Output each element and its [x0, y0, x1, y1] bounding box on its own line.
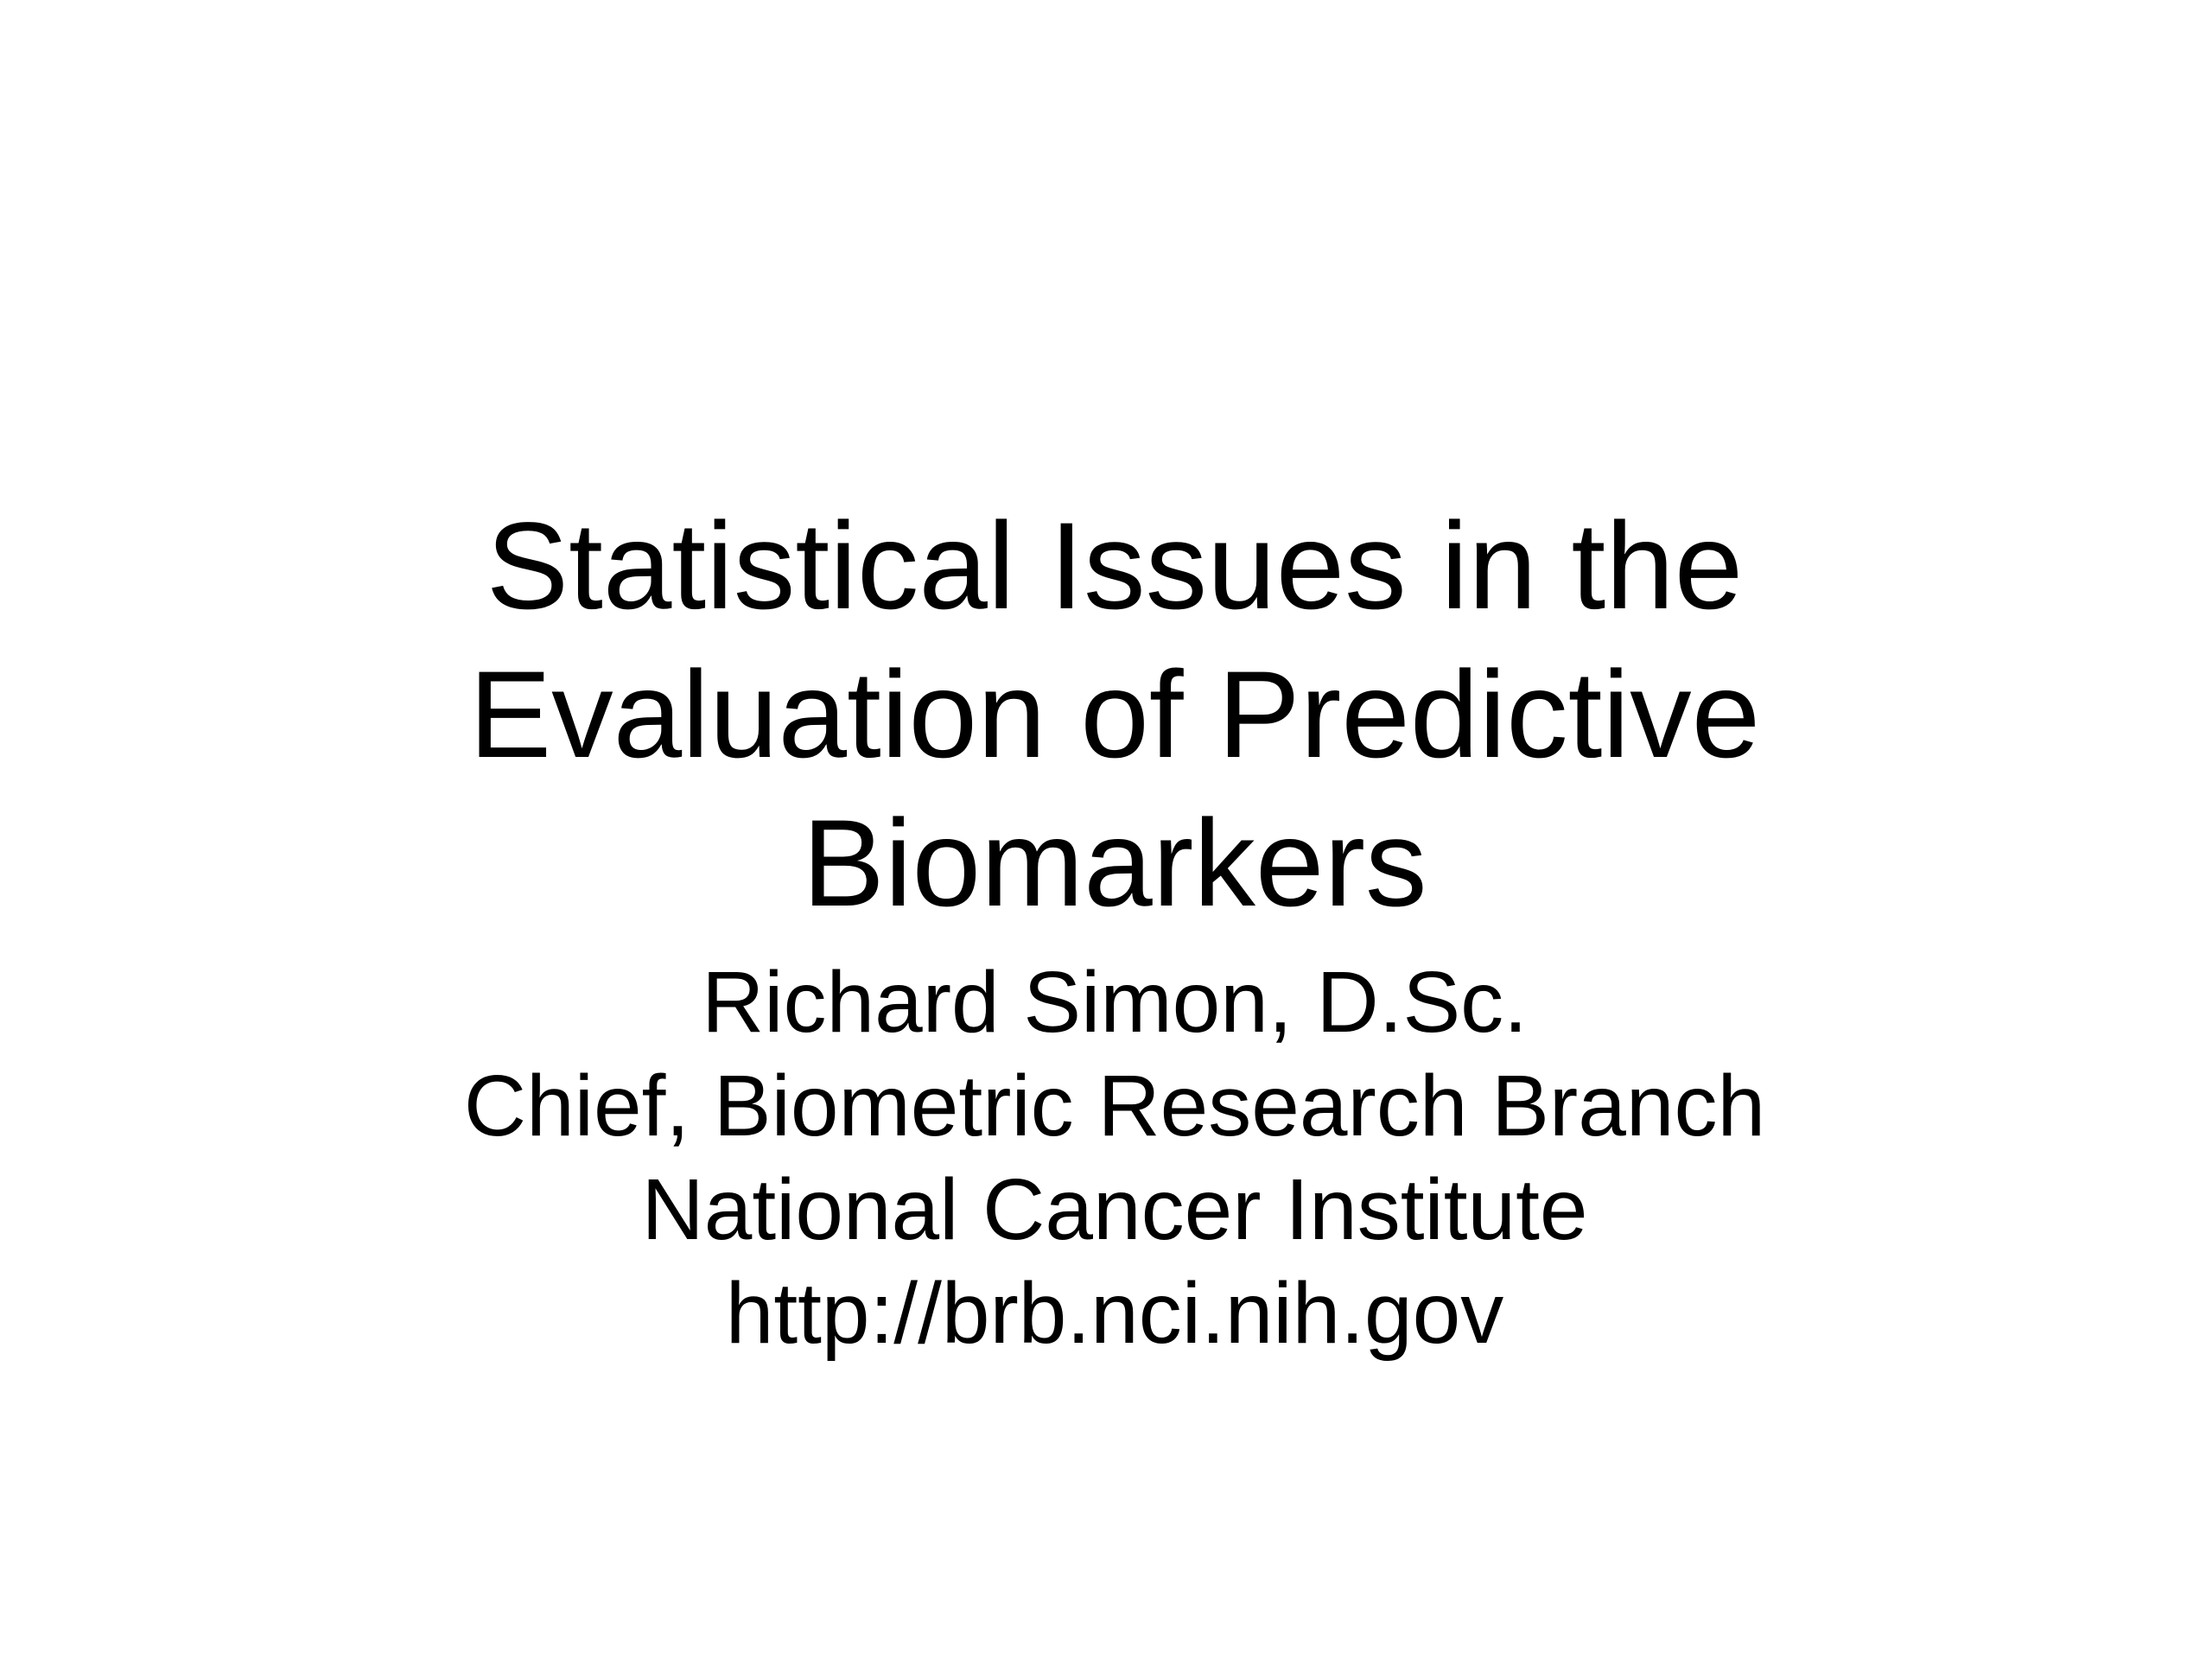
author-institution: National Cancer Institute — [641, 1161, 1588, 1258]
title-line-1: Statistical Issues in the — [486, 498, 1744, 635]
slide-title — [328, 493, 1901, 938]
title-line-2: Evaluation of Predictive — [468, 646, 1761, 784]
title-line-3: Biomarkers — [802, 795, 1427, 932]
slide-subtitle — [328, 950, 1901, 1365]
website-url: http://brb.nci.nih.gov — [725, 1265, 1504, 1362]
author-position: Chief, Biometric Research Branch — [463, 1058, 1766, 1154]
author-name: Richard Simon, D.Sc. — [702, 954, 1528, 1051]
